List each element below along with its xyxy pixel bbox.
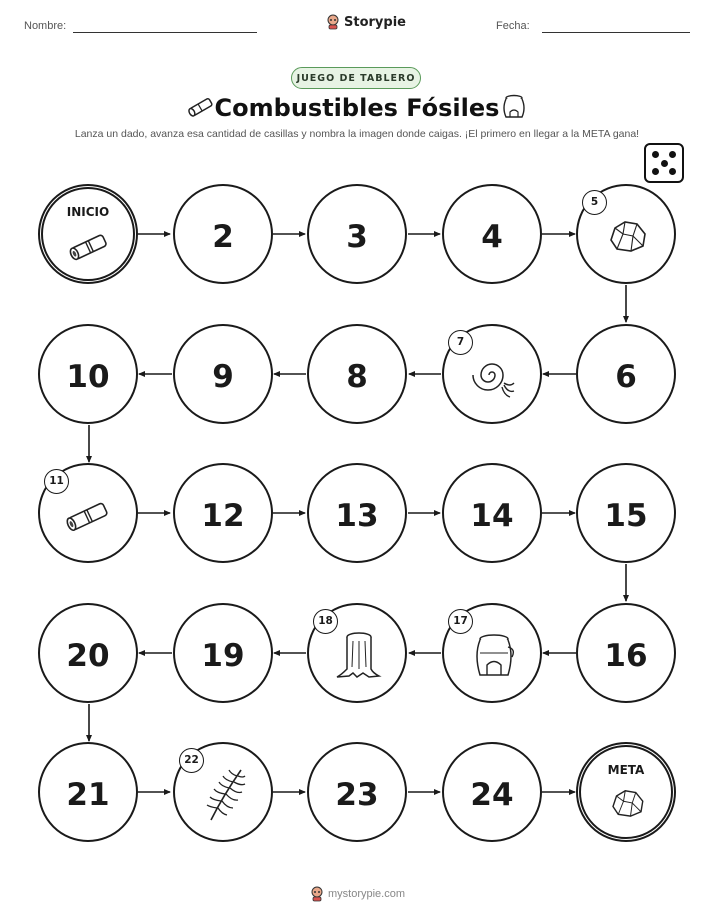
space-number: 9 xyxy=(212,359,234,395)
start-label: INICIO xyxy=(66,205,110,219)
coal-rock-icon xyxy=(606,785,648,821)
footer xyxy=(310,886,405,902)
board-space[interactable] xyxy=(173,463,273,563)
space-number: 10 xyxy=(66,359,110,395)
space-number: 23 xyxy=(335,777,379,813)
space-number: 12 xyxy=(201,498,245,534)
ammonite-fossil-icon xyxy=(468,353,520,399)
finish-label: META xyxy=(607,763,645,777)
board-space-picture[interactable] xyxy=(38,463,138,563)
board-space[interactable] xyxy=(307,184,407,284)
game-type-badge: JUEGO DE TABLERO xyxy=(291,67,421,89)
space-number-badge: 22 xyxy=(179,748,204,773)
board-space[interactable] xyxy=(38,324,138,424)
board-space-picture[interactable] xyxy=(576,184,676,284)
space-number: 4 xyxy=(481,219,503,255)
board-space[interactable] xyxy=(307,324,407,424)
board-space-picture[interactable] xyxy=(442,324,542,424)
space-number-badge: 7 xyxy=(448,330,473,355)
finish-space[interactable] xyxy=(576,742,676,842)
board-space[interactable] xyxy=(38,603,138,703)
space-number: 19 xyxy=(201,638,245,674)
board-space[interactable] xyxy=(173,324,273,424)
space-number: 6 xyxy=(615,359,637,395)
space-number-badge: 18 xyxy=(313,609,338,634)
name-label: Nombre: xyxy=(24,20,67,32)
board-space[interactable] xyxy=(307,742,407,842)
board-space[interactable] xyxy=(38,742,138,842)
space-number-badge: 17 xyxy=(448,609,473,634)
brand-name: Storypie xyxy=(344,14,406,30)
board-space-picture[interactable] xyxy=(307,603,407,703)
board-space[interactable] xyxy=(442,742,542,842)
board-space[interactable] xyxy=(442,184,542,284)
board-space[interactable] xyxy=(307,463,407,563)
space-number: 3 xyxy=(346,219,368,255)
tree-stump-icon xyxy=(335,629,383,683)
board-space[interactable] xyxy=(576,603,676,703)
board-space[interactable] xyxy=(576,324,676,424)
space-number-badge: 11 xyxy=(44,469,69,494)
pipe-icon xyxy=(66,229,112,265)
space-number: 21 xyxy=(66,777,110,813)
space-number: 14 xyxy=(470,498,514,534)
board-space-picture[interactable] xyxy=(442,603,542,703)
date-label: Fecha: xyxy=(496,20,530,32)
board-space[interactable] xyxy=(576,463,676,563)
space-number: 16 xyxy=(604,638,648,674)
space-number: 13 xyxy=(335,498,379,534)
board-space-picture[interactable] xyxy=(173,742,273,842)
space-number: 2 xyxy=(212,219,234,255)
page-title: Combustibles Fósiles xyxy=(214,94,500,122)
footer-url[interactable]: mystorypie.com xyxy=(328,888,406,900)
coal-rock-icon xyxy=(603,216,651,256)
pot-icon xyxy=(470,631,518,681)
board-space[interactable] xyxy=(173,184,273,284)
space-number: 8 xyxy=(346,359,368,395)
start-space[interactable] xyxy=(38,184,138,284)
instructions-text: Lanza un dado, avanza esa cantidad de casillas y nombra la imagen donde caigas. ¡El primero en llegar a la META gana! xyxy=(74,128,640,140)
mascot-icon xyxy=(310,886,324,902)
board-space[interactable] xyxy=(173,603,273,703)
fern-icon xyxy=(201,766,249,822)
board-space[interactable] xyxy=(442,463,542,563)
pipe-icon xyxy=(63,497,113,537)
space-number-badge: 5 xyxy=(582,190,607,215)
space-number: 15 xyxy=(604,498,648,534)
space-number: 20 xyxy=(66,638,110,674)
space-number: 24 xyxy=(470,777,514,813)
